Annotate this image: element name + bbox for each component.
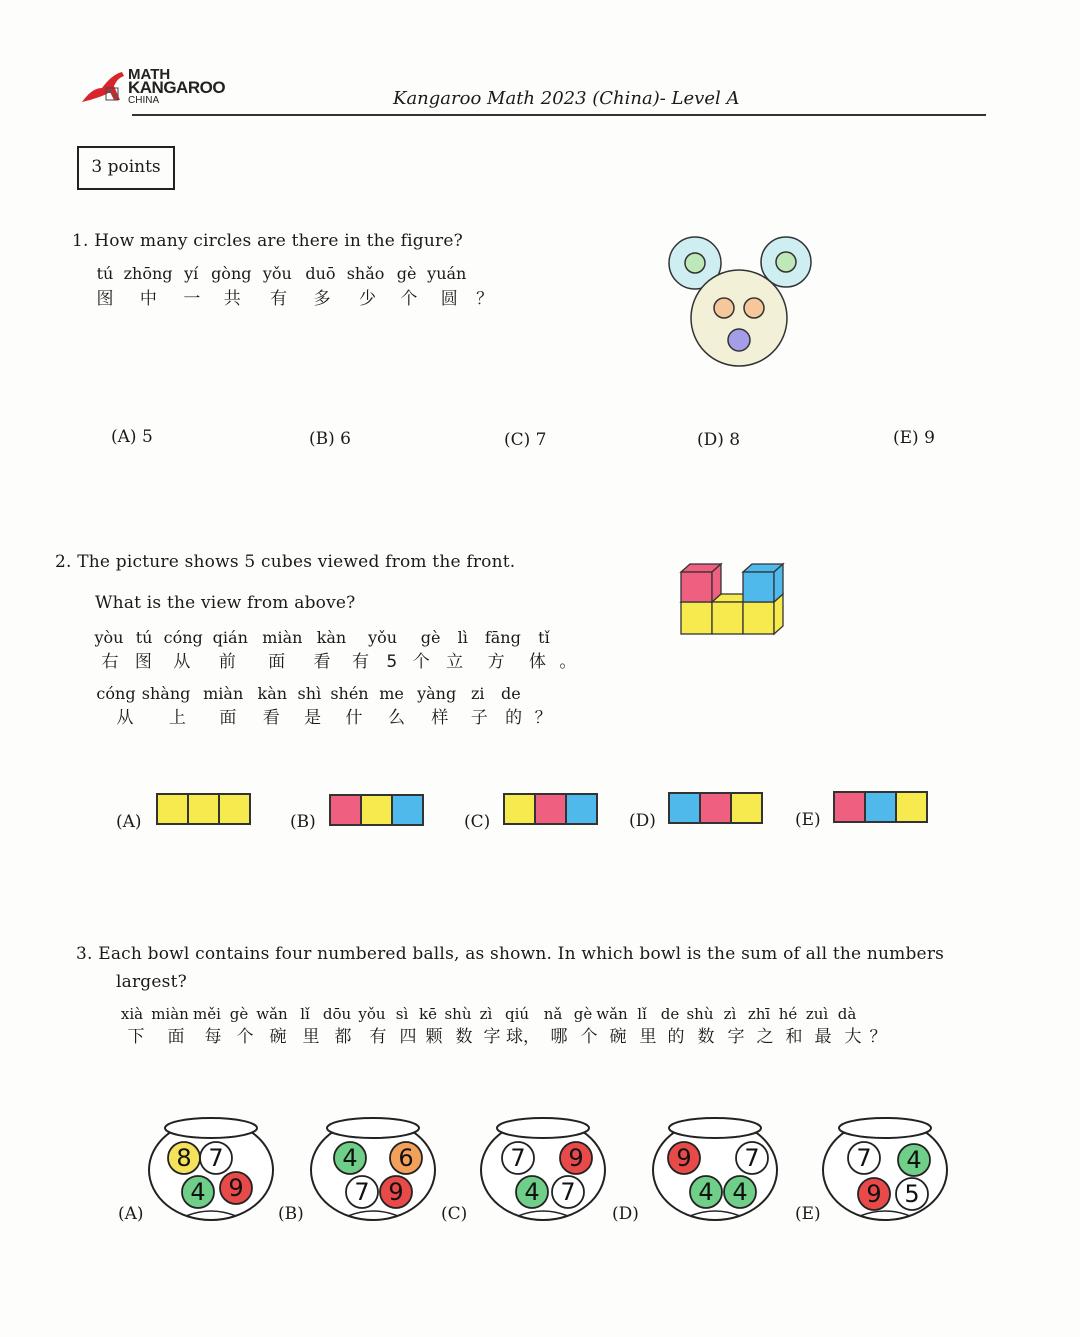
hanzi: 下 (127, 1027, 145, 1047)
pinyin: zì (479, 1005, 493, 1023)
hanzi: 里 (302, 1027, 320, 1047)
q3-bowl-a[interactable] (148, 1112, 278, 1222)
hanzi: 数 (455, 1027, 473, 1047)
q3-bowl-e[interactable] (822, 1112, 952, 1222)
hanzi: 有 (270, 289, 288, 309)
hanzi: 中 (139, 289, 157, 309)
hanzi: 里 (639, 1027, 657, 1047)
q3-choice-a-label[interactable]: (A) (118, 1204, 144, 1224)
pinyin: yòu (94, 628, 124, 647)
ball-number: 7 (208, 1144, 224, 1172)
pinyin: duō (305, 264, 336, 283)
ball-number: 4 (906, 1146, 922, 1174)
pinyin: zuì (805, 1005, 829, 1023)
bowl-rim (165, 1118, 257, 1138)
pinyin: shù (444, 1005, 472, 1023)
q3-pinyin (114, 1005, 862, 1023)
pinyin: tǐ (538, 628, 550, 647)
hanzi: 上 (168, 708, 186, 728)
hanzi: 什 (345, 708, 363, 728)
bowl-rim (839, 1118, 931, 1138)
hanzi: 哪 (550, 1027, 568, 1047)
ball-number: 7 (510, 1144, 526, 1172)
pinyin: kàn (257, 684, 288, 703)
cube-front (743, 602, 774, 634)
ball-number: 4 (342, 1144, 358, 1172)
ball-number: 9 (228, 1174, 244, 1202)
hanzi: 面 (167, 1027, 185, 1047)
ball-number: 4 (732, 1178, 748, 1206)
ball-number: 7 (856, 1144, 872, 1172)
hanzi: 5 (386, 652, 398, 672)
pinyin: yàng (417, 684, 457, 703)
strip-cell (393, 796, 422, 824)
pinyin: zì (723, 1005, 737, 1023)
ball-number: 5 (904, 1180, 920, 1208)
hanzi: 个 (400, 289, 418, 309)
hanzi: 子 (470, 708, 488, 728)
q2-choice-b-strip[interactable] (329, 794, 424, 826)
hanzi: 数 (697, 1027, 715, 1047)
hanzi: 的 (505, 708, 523, 728)
bowl-rim (497, 1118, 589, 1138)
hanzi: 大 (844, 1027, 862, 1047)
eye-right-circle (744, 298, 764, 318)
cube-front (681, 602, 712, 634)
pinyin: cóng (96, 684, 136, 703)
q2-choice-a-strip[interactable] (156, 793, 251, 825)
hanzi: 最 (814, 1027, 832, 1047)
pinyin: shù (686, 1005, 714, 1023)
hanzi: 四 (399, 1027, 417, 1047)
strip-cell (158, 795, 189, 823)
hanzi: 面 (268, 652, 286, 672)
pinyin: qiú (504, 1005, 530, 1023)
hanzi: 立 (446, 652, 464, 672)
strip-cell (505, 795, 536, 823)
pinyin: wǎn (596, 1005, 628, 1023)
q3-bowl-c[interactable] (480, 1112, 610, 1222)
hanzi: 的 (667, 1027, 685, 1047)
strip-cell (835, 793, 866, 821)
hanzi: 面 (219, 708, 237, 728)
hanzi: 图 (134, 652, 152, 672)
hanzi: 少 (358, 289, 376, 309)
q3-choice-e-label[interactable]: (E) (795, 1204, 821, 1224)
pinyin: lǐ (300, 1005, 310, 1023)
pinyin: yǒu (262, 264, 292, 283)
q1-mouse-figure (660, 230, 820, 375)
q2-hanzi-1 (97, 647, 578, 672)
cube-front (681, 572, 712, 602)
logo-line-china: CHINA (128, 95, 160, 106)
hanzi: 看 (262, 708, 280, 728)
q1-choice-b[interactable]: (B) 6 (309, 429, 351, 449)
q2-pinyin-2 (96, 684, 526, 703)
hanzi: 共 (223, 289, 241, 309)
hanzi: 个 (580, 1027, 598, 1047)
pinyin: gòng (211, 264, 252, 283)
pinyin: me (379, 684, 404, 703)
pinyin: zhōng (123, 264, 173, 283)
ball-number: 9 (568, 1144, 584, 1172)
q3-bowl-b[interactable] (310, 1112, 440, 1222)
q1-choice-c[interactable]: (C) 7 (504, 430, 547, 450)
pinyin: kàn (316, 628, 347, 647)
q2-subtext: What is the view from above? (95, 593, 356, 613)
pinyin: gè (420, 628, 441, 647)
q2-choice-c-label[interactable]: (C) (464, 812, 491, 832)
pinyin: qián (212, 628, 248, 647)
hanzi: 右 (101, 652, 119, 672)
logo-line-math: MATH (128, 66, 171, 83)
pinyin: dà (837, 1005, 857, 1023)
pinyin: sì (395, 1005, 409, 1023)
hanzi: 碗 (609, 1027, 627, 1047)
pinyin: zhī (747, 1005, 771, 1023)
pinyin: cóng (163, 628, 203, 647)
pinyin: yǒu (358, 1005, 386, 1023)
q2-choice-c-strip[interactable] (503, 793, 598, 825)
ball-number: 9 (388, 1178, 404, 1206)
ball-number: 8 (176, 1144, 192, 1172)
pinyin: yuán (427, 264, 467, 283)
hanzi: 字 (727, 1027, 745, 1047)
pinyin: tú (96, 264, 114, 283)
q3-text-cont: largest? (116, 972, 187, 992)
hanzi: 碗 (269, 1027, 287, 1047)
ball-number: 6 (398, 1144, 414, 1172)
pinyin: wǎn (256, 1005, 288, 1023)
strip-cell (536, 795, 567, 823)
strip-cell (866, 793, 897, 821)
pinyin: kē (419, 1005, 437, 1023)
ball-number: 4 (524, 1178, 540, 1206)
q2-hanzi-2 (103, 703, 553, 728)
strip-cell (897, 793, 926, 821)
q2-choice-e-strip[interactable] (833, 791, 928, 823)
q1-pinyin (92, 264, 467, 283)
q3-choice-c-label[interactable]: (C) (441, 1204, 468, 1224)
eye-left-circle (714, 298, 734, 318)
hanzi: 圆 (440, 289, 458, 309)
pinyin: tú (135, 628, 153, 647)
hanzi: 个 (412, 652, 430, 672)
q2-choice-d-strip[interactable] (668, 792, 763, 824)
pinyin: gè (396, 264, 417, 283)
q3-bowl-d[interactable] (652, 1112, 782, 1222)
pinyin: lì (457, 628, 468, 647)
hanzi: 体 (528, 652, 546, 672)
q1-hanzi (92, 284, 495, 309)
hanzi: 方 (487, 652, 505, 672)
pinyin: de (500, 684, 521, 703)
q3-hanzi (116, 1022, 888, 1047)
bowl-rim (327, 1118, 419, 1138)
pinyin: měi (193, 1005, 221, 1023)
ball-number: 4 (698, 1178, 714, 1206)
points-label-box: 3 points (77, 146, 175, 190)
pinyin: gè (573, 1005, 593, 1023)
q2-choice-b-label[interactable]: (B) (290, 812, 316, 832)
cube-front (743, 572, 774, 602)
hanzi: ？ (476, 289, 494, 309)
ear-right-inner-circle (776, 252, 796, 272)
ear-left-inner-circle (685, 253, 705, 273)
strip-cell (701, 794, 732, 822)
pinyin: miàn (151, 1005, 189, 1023)
hanzi: 颗 (425, 1027, 443, 1047)
hanzi: 前 (218, 652, 236, 672)
pinyin: xià (120, 1005, 144, 1023)
hanzi: 和 (785, 1027, 803, 1047)
hanzi: 图 (96, 289, 114, 309)
q3-choice-b-label[interactable]: (B) (278, 1204, 304, 1224)
hanzi: 个 (236, 1027, 254, 1047)
hanzi: 球， (506, 1027, 540, 1047)
strip-cell (220, 795, 249, 823)
pinyin: shàng (141, 684, 191, 703)
pinyin: miàn (203, 684, 244, 703)
q1-text: 1. How many circles are there in the figure? (72, 231, 463, 251)
q1-choice-d[interactable]: (D) 8 (697, 430, 741, 450)
pinyin: lǐ (637, 1005, 647, 1023)
q1-choice-a[interactable]: (A) 5 (111, 427, 153, 447)
q2-pinyin-1 (92, 628, 557, 647)
hanzi: 么 (387, 708, 405, 728)
pinyin: shén (330, 684, 369, 703)
hanzi: 一 (183, 289, 201, 309)
ball-number: 7 (354, 1178, 370, 1206)
strip-cell (362, 796, 393, 824)
q1-choice-e[interactable]: (E) 9 (893, 428, 935, 448)
hanzi: 每 (204, 1027, 222, 1047)
mouth-circle (728, 329, 750, 351)
pinyin: shǎo (346, 264, 385, 283)
q2-text: 2. The picture shows 5 cubes viewed from the front. (55, 552, 516, 572)
hanzi: 多 (313, 289, 331, 309)
kangaroo-logo-icon (78, 66, 128, 108)
pinyin: miàn (262, 628, 303, 647)
q3-choice-d-label[interactable]: (D) (612, 1204, 639, 1224)
strip-cell (567, 795, 596, 823)
pinyin: de (660, 1005, 680, 1023)
ball-number: 9 (866, 1180, 882, 1208)
pinyin: gè (229, 1005, 249, 1023)
pinyin: dōu (322, 1005, 352, 1023)
strip-cell (189, 795, 220, 823)
cube-front (712, 602, 743, 634)
pinyin: hé (778, 1005, 798, 1023)
hanzi: ？ (534, 708, 552, 728)
pinyin: shì (297, 684, 322, 703)
hanzi: 从 (116, 708, 134, 728)
bowl-rim (669, 1118, 761, 1138)
ball-number: 4 (190, 1178, 206, 1206)
header-rule (132, 114, 986, 116)
pinyin: fāng (484, 628, 521, 647)
hanzi: 从 (173, 652, 191, 672)
hanzi: 看 (313, 652, 331, 672)
hanzi: 样 (431, 708, 449, 728)
strip-cell (331, 796, 362, 824)
strip-cell (670, 794, 701, 822)
hanzi: 之 (756, 1027, 774, 1047)
pinyin: nǎ (543, 1005, 563, 1023)
hanzi: 字 (483, 1027, 501, 1047)
hanzi: 。 (559, 652, 577, 672)
q2-choice-d-label[interactable]: (D) (629, 811, 656, 831)
logo-text (128, 68, 225, 107)
header-title: Kangaroo Math 2023 (China)- Level A (393, 88, 740, 109)
q2-cubes-figure (676, 560, 792, 640)
pinyin: yí (184, 264, 199, 283)
q2-choice-e-label[interactable]: (E) (795, 810, 821, 830)
hanzi: 有 (369, 1027, 387, 1047)
hanzi: 都 (334, 1027, 352, 1047)
hanzi: 有 (351, 652, 369, 672)
pinyin: yǒu (368, 628, 398, 647)
hanzi: ？ (869, 1027, 887, 1047)
ball-number: 7 (744, 1144, 760, 1172)
hanzi: 是 (304, 708, 322, 728)
logo-line-kangaroo: KANGAROO (128, 78, 226, 97)
ball-number: 7 (560, 1178, 576, 1206)
pinyin: zi (470, 684, 485, 703)
q3-text: 3. Each bowl contains four numbered balls, as shown. In which bowl is the sum of all the numbers (76, 944, 945, 964)
strip-cell (732, 794, 761, 822)
ball-number: 9 (676, 1144, 692, 1172)
q2-choice-a-label[interactable]: (A) (116, 812, 142, 832)
